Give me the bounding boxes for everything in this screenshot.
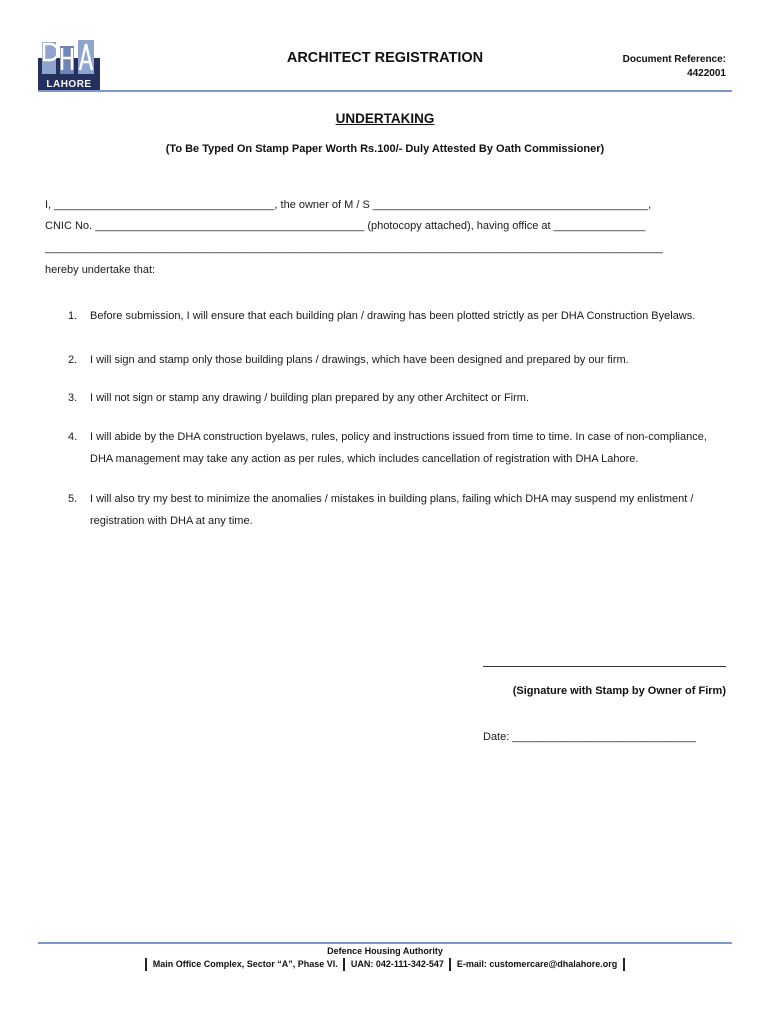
date-field: Date: ______________________________: [483, 731, 696, 743]
doc-ref-label: Document Reference:: [622, 54, 726, 65]
signature-line: [483, 666, 726, 667]
list-item-number: 2.: [68, 354, 78, 366]
owner-name-line: I, ____________________________________, the owner of M / S _____________________________________________,: [45, 199, 652, 211]
separator-bar: [449, 958, 451, 971]
document-reference: [623, 53, 726, 81]
list-item: [45, 488, 721, 532]
separator-bar: [343, 958, 345, 971]
list-item-number: 4.: [68, 431, 78, 443]
stamp-paper-instruction: (To Be Typed On Stamp Paper Worth Rs.100/- Duly Attested By Oath Commissioner): [165, 143, 605, 155]
dha-logo-mark: [38, 38, 100, 80]
dha-lahore-logo: [38, 38, 100, 92]
list-item-text: I will abide by the DHA construction byelaws, rules, policy and instructions issued from time to time. In case of non-compliance, DHA management may take any action as per rules, which includes cancellation of registration with DHA Lahore.: [90, 431, 707, 465]
list-item-text: I will also try my best to minimize the anomalies / mistakes in building plans, failing which DHA may suspend my enlistment / registration with DHA at any time.: [90, 493, 694, 527]
footer-address: Main Office Complex, Sector “A”, Phase VI.: [152, 958, 338, 969]
list-item-text: I will sign and stamp only those building plans / drawings, which have been designed and prepared by our firm.: [90, 354, 629, 366]
footer-contact: [0, 958, 770, 971]
footer-divider: [38, 942, 732, 944]
list-item-number: 3.: [68, 392, 78, 404]
undertake-intro: hereby undertake that:: [45, 264, 156, 276]
page-title: ARCHITECT REGISTRATION: [286, 50, 484, 66]
separator-bar: [145, 958, 147, 971]
undertaking-list: [45, 305, 721, 532]
logo-lahore-text: LAHORE: [38, 78, 100, 91]
list-item: [45, 426, 721, 470]
footer-uan: UAN: 042-111-342-547: [350, 958, 444, 969]
separator-bar: [623, 958, 625, 971]
list-item-text: I will not sign or stamp any drawing / building plan prepared by any other Architect or Firm.: [90, 392, 529, 404]
list-item: [45, 387, 721, 409]
office-address-line: _____________________________________________________________________________________________________: [45, 242, 663, 254]
list-item-text: Before submission, I will ensure that each building plan / drawing has been plotted strictly as per DHA Construction Byelaws.: [90, 310, 696, 322]
header-divider: [38, 90, 732, 92]
list-item-number: 1.: [68, 310, 78, 322]
cnic-office-line: CNIC No. ____________________________________________ (photocopy attached), having office at _______________: [45, 220, 646, 232]
footer-email: E-mail: customercare@dhalahore.org: [456, 958, 618, 969]
signature-label: (Signature with Stamp by Owner of Firm): [512, 685, 726, 697]
doc-ref-value: 4422001: [687, 68, 726, 79]
list-item: [45, 305, 721, 327]
list-item-number: 5.: [68, 493, 78, 505]
undertaking-heading: UNDERTAKING: [335, 111, 435, 126]
footer-organization: Defence Housing Authority: [327, 946, 443, 956]
list-item: [45, 349, 721, 371]
